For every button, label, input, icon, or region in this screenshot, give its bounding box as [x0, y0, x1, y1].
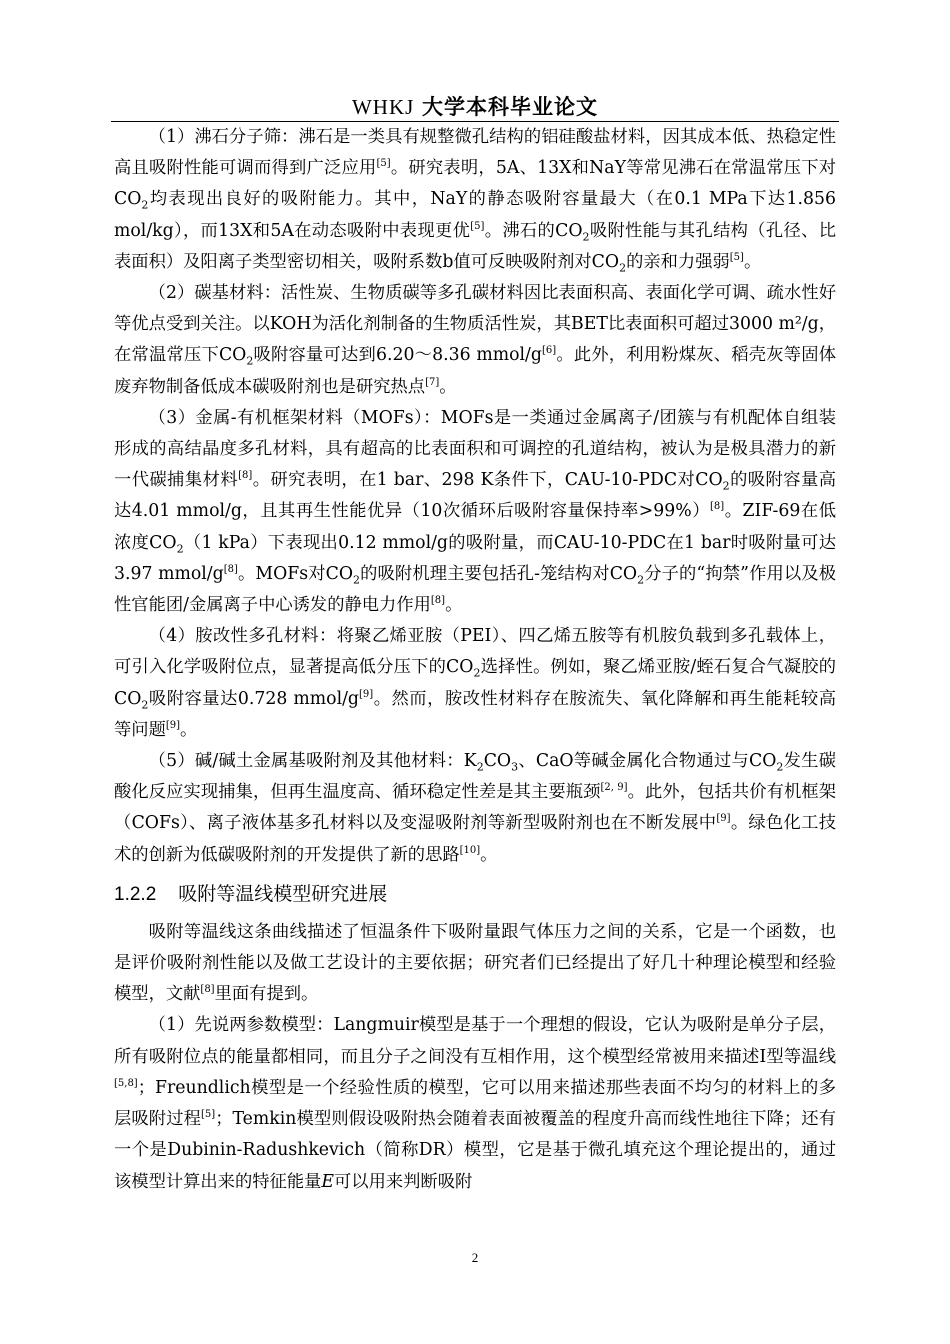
citation: [8]	[430, 595, 446, 607]
section-number: 1.2.2	[114, 883, 157, 905]
document-body	[114, 122, 836, 1198]
citation: [5]	[376, 158, 391, 170]
subscript: 3	[511, 760, 519, 774]
text-run: （1）先说两参数模型：Langmuir模型是基于一个理想的假设，它认为吸附是单分子层，所有吸附位点的能量都相同，而且分子之间没有互相作用，这个模型经常被用来描述I型等温线	[114, 1015, 836, 1067]
text-run: 。MOFs对CO	[237, 563, 354, 584]
text-run: 的亲和力强弱	[626, 251, 730, 272]
subscript: 2	[141, 198, 149, 212]
paragraph-carbon	[114, 278, 836, 403]
subscript: 2	[582, 230, 590, 244]
citation: [8]	[223, 564, 238, 576]
subscript: 2	[619, 261, 627, 275]
italic-symbol: E	[321, 1171, 335, 1192]
citation: [10]	[459, 844, 481, 856]
citation: [2, 9]	[600, 782, 628, 794]
text-run: 。研究表明，5A、13X和NaY等常见沸石在常温常压下对CO	[114, 158, 836, 210]
text-run: 的吸附机理主要包括孔-笼结构对CO	[360, 563, 638, 584]
text-run: 的吸附容量高达4.01 mmol/g，且其再生性能优异（10次循环后吸附容量保持率>99%）	[114, 470, 836, 522]
page-number: 2	[471, 1250, 479, 1265]
paragraph-zeolite	[114, 122, 836, 278]
text-run: 选择性。例如，聚乙烯亚胺/蛭石复合气凝胶的CO	[114, 657, 836, 709]
citation: [9]	[359, 688, 374, 700]
text-run: 吸附等温线这条曲线描述了恒温条件下吸附量跟气体压力之间的关系，它是一个函数，也是评价吸附剂性能以及做工艺设计的主要依据；研究者们已经提出了好几十种理论模型和经验模型，文献	[114, 921, 836, 1005]
subscript: 2	[473, 666, 481, 680]
text-run: CO	[483, 751, 512, 772]
paragraph-alkali	[114, 746, 836, 871]
text-run: 。	[180, 719, 198, 740]
text-run: 。ZIF-69在低浓度CO	[114, 501, 836, 553]
text-run: 分子的“拘禁”作用以及极性官能团/金属离子中心诱发的静电力作用	[114, 563, 837, 616]
text-run: 。	[743, 251, 762, 272]
citation: [5,8]	[114, 1078, 138, 1090]
text-run: （3）金属-有机框架材料（MOFs）：MOFs是一类通过金属离子/团簇与有机配体自组装形成的高结晶度多孔材料，具有超高的比表面积和可调控的孔道结构，被认为是极具潜力的新一代碳捕集材料	[114, 407, 836, 491]
text-run: 。	[480, 844, 498, 865]
text-run: （4）胺改性多孔材料：将聚乙烯亚胺（PEI）、四乙烯五胺等有机胺负载到多孔载体上，可引入化学吸附位点，显著提高低分压下的CO	[114, 626, 836, 678]
text-run: （1 kPa）下表现出0.12 mmol/g的吸附量，而CAU-10-PDC在1 bar时吸附量可达3.97 mmol/g	[114, 532, 836, 584]
text-run: （2）碳基材料：活性炭、生物质碳等多孔碳材料因比表面积高、表面化学可调、疏水性好等优点受到关注。以KOH为活化剂制备的生物质活性炭，其BET比表面积可超过3000 m²/g，在常温常压下CO	[114, 283, 836, 366]
subscript: 2	[176, 542, 184, 556]
text-run: ；Temkin模型则假设吸附热会随着表面被覆盖的程度升高而线性地往下降；还有一个是Dubinin-Radushkevich（简称DR）模型，它是基于微孔填充这个理论提出的，通过该模型计算出来的特征能量	[114, 1109, 836, 1192]
text-run: 。	[445, 595, 463, 616]
citation: [5]	[201, 1109, 216, 1121]
text-run: 。绿色化工技术的创新为低碳吸附剂的开发提供了新的思路	[114, 813, 836, 865]
subscript: 2	[637, 573, 645, 587]
citation: [5]	[729, 252, 744, 264]
text-run: 吸附性能与其孔结构（孔径、比表面积）及阳离子类型密切相关，吸附系数b值可反映吸附剂对CO	[114, 220, 836, 272]
subscript: 2	[476, 760, 484, 774]
text-run: （5）碱/碱土金属基吸附剂及其他材料：K	[148, 751, 477, 772]
text-run: 。	[439, 376, 457, 397]
text-run: 均表现出良好的吸附能力。其中，NaY的静态吸附容量最大（在0.1 MPa下达1.856 mol/kg），而13X和5A在动态吸附中表现更优	[114, 189, 836, 241]
header-latin: WHKJ	[351, 95, 415, 119]
citation: [8]	[710, 501, 725, 513]
paragraph-amine	[114, 621, 836, 746]
text-run: 。研究表明，在1 bar、298 K条件下，CAU-10-PDC对CO	[252, 470, 723, 491]
text-run: 。沸石的CO	[484, 220, 583, 241]
subscript: 2	[246, 354, 254, 368]
citation: [8]	[200, 984, 215, 996]
citation: [9]	[165, 720, 181, 732]
text-run: 吸附容量达0.728 mmol/g	[148, 688, 359, 709]
text-run: 发生碳酸化反应实现捕集，但再生温度高、循环稳定性差是其主要瓶颈	[114, 751, 836, 803]
paragraph-isotherm-intro	[114, 917, 836, 1011]
subscript: 2	[141, 698, 149, 712]
text-run: 吸附容量可达到6.20～8.36 mmol/g	[253, 345, 542, 366]
page-header	[0, 94, 950, 120]
citation: [7]	[425, 376, 440, 388]
text-run: 里面有提到。	[214, 984, 319, 1005]
text-run: 。此外，包括共价有机框架（COFs）、离子液体基多孔材料以及变湿吸附剂等新型吸附剂也在不断发展中	[114, 782, 836, 834]
text-run: 可以用来判断吸附	[334, 1171, 473, 1192]
citation: [9]	[716, 813, 731, 825]
paragraph-mofs	[114, 403, 836, 621]
section-title: 吸附等温线模型研究进展	[178, 882, 388, 905]
header-title: 大学本科毕业论文	[422, 95, 598, 119]
paragraph-two-param-models	[114, 1010, 836, 1197]
subscript: 2	[776, 760, 784, 774]
subscript: 2	[353, 573, 361, 587]
text-run: （1）沸石分子筛：沸石是一类具有规整微孔结构的铝硅酸盐材料，因其成本低、热稳定性高且吸附性能可调而得到广泛应用	[114, 127, 836, 179]
citation: [5]	[470, 220, 485, 232]
subscript: 2	[722, 479, 730, 493]
text-run: 。然而，胺改性材料存在胺流失、氧化降解和再生能耗较高等问题	[114, 688, 836, 740]
citation: [6]	[541, 345, 557, 357]
text-run: 。此外，利用粉煤灰、稻壳灰等固体废弃物制备低成本碳吸附剂也是研究热点	[114, 345, 836, 397]
text-run: 、CaO等碱金属化合物通过与CO	[518, 751, 777, 772]
text-run: ；Freundlich模型是一个经验性质的模型，它可以用来描述那些表面不均匀的材料上的多层吸附过程	[114, 1077, 836, 1130]
section-heading	[114, 879, 836, 910]
citation: [8]	[238, 470, 253, 482]
